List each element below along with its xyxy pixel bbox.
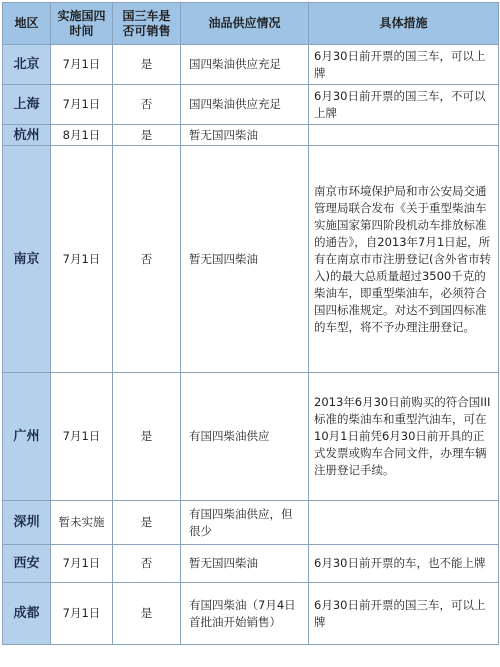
- policy-table-container: [2, 2, 498, 665]
- header-measures: 具体措施: [309, 3, 499, 45]
- header-sale-allowed: 国三车是否可销售: [113, 3, 181, 45]
- row-sale: 是: [113, 501, 181, 545]
- row-date: 7月1日: [51, 583, 113, 645]
- row-sale: 是: [113, 373, 181, 501]
- row-date: 7月1日: [51, 373, 113, 501]
- row-supply: 暂无国四柴油: [181, 125, 309, 146]
- row-sale: 否: [113, 146, 181, 373]
- table-header-row: [3, 3, 499, 45]
- table-row: [3, 501, 499, 545]
- row-region: 杭州: [3, 125, 51, 146]
- table-row: [3, 45, 499, 85]
- row-region: 上海: [3, 85, 51, 125]
- table-row: [3, 545, 499, 583]
- row-measures: 南京市环境保护局和市公安局交通管理局联合发布《关于重型柴油车实施国家第四阶段机动车排放标准的通告》，自2013年7月1日起，所有在南京市市注册登记(含外省市转入)的最大总质量超过3500千克的柴油车，即重型柴油车，必须符合国四标准规定。对达不到国四标准的车型，将不予办理注册登记。: [309, 146, 499, 373]
- row-date: 7月1日: [51, 146, 113, 373]
- row-sale: 是: [113, 125, 181, 146]
- emission-policy-table: [2, 2, 499, 645]
- row-supply: 国四柴油供应充足: [181, 45, 309, 85]
- row-region: 西安: [3, 545, 51, 583]
- row-measures: 2013年6月30日前购买的符合国III标准的柴油车和重型汽油车，可在10月1日前凭6月30日前开具的正式发票或购车合同文件，办理车辆注册登记手续。: [309, 373, 499, 501]
- row-date: 暂未实施: [51, 501, 113, 545]
- row-supply: 暂无国四柴油: [181, 545, 309, 583]
- row-supply: 有国四柴油供应，但很少: [181, 501, 309, 545]
- row-region: 北京: [3, 45, 51, 85]
- row-measures: 6月30日前开票的国三车，可以上牌: [309, 583, 499, 645]
- row-supply: 暂无国四柴油: [181, 146, 309, 373]
- row-measures: 6月30日前开票的国三车，不可以上牌: [309, 85, 499, 125]
- row-sale: 否: [113, 85, 181, 125]
- row-region: 广州: [3, 373, 51, 501]
- row-region: 成都: [3, 583, 51, 645]
- table-row: [3, 125, 499, 146]
- header-implementation-date: 实施国四时间: [51, 3, 113, 45]
- row-sale: 是: [113, 583, 181, 645]
- row-supply: 国四柴油供应充足: [181, 85, 309, 125]
- table-row: [3, 85, 499, 125]
- row-sale: 否: [113, 545, 181, 583]
- header-fuel-supply: 油品供应情况: [181, 3, 309, 45]
- row-region: 深圳: [3, 501, 51, 545]
- header-region: 地区: [3, 3, 51, 45]
- row-supply: 有国四柴油（7月4日首批油开始销售）: [181, 583, 309, 645]
- row-supply: 有国四柴油供应: [181, 373, 309, 501]
- row-measures: 6月30日前开票的国三车，可以上牌: [309, 45, 499, 85]
- row-region: 南京: [3, 146, 51, 373]
- row-measures: [309, 125, 499, 146]
- table-row: [3, 146, 499, 373]
- row-date: 7月1日: [51, 545, 113, 583]
- row-date: 7月1日: [51, 85, 113, 125]
- row-measures: [309, 501, 499, 545]
- row-date: 8月1日: [51, 125, 113, 146]
- table-row: [3, 583, 499, 645]
- row-sale: 是: [113, 45, 181, 85]
- row-date: 7月1日: [51, 45, 113, 85]
- row-measures: 6月30日前开票的车，也不能上牌: [309, 545, 499, 583]
- table-row: [3, 373, 499, 501]
